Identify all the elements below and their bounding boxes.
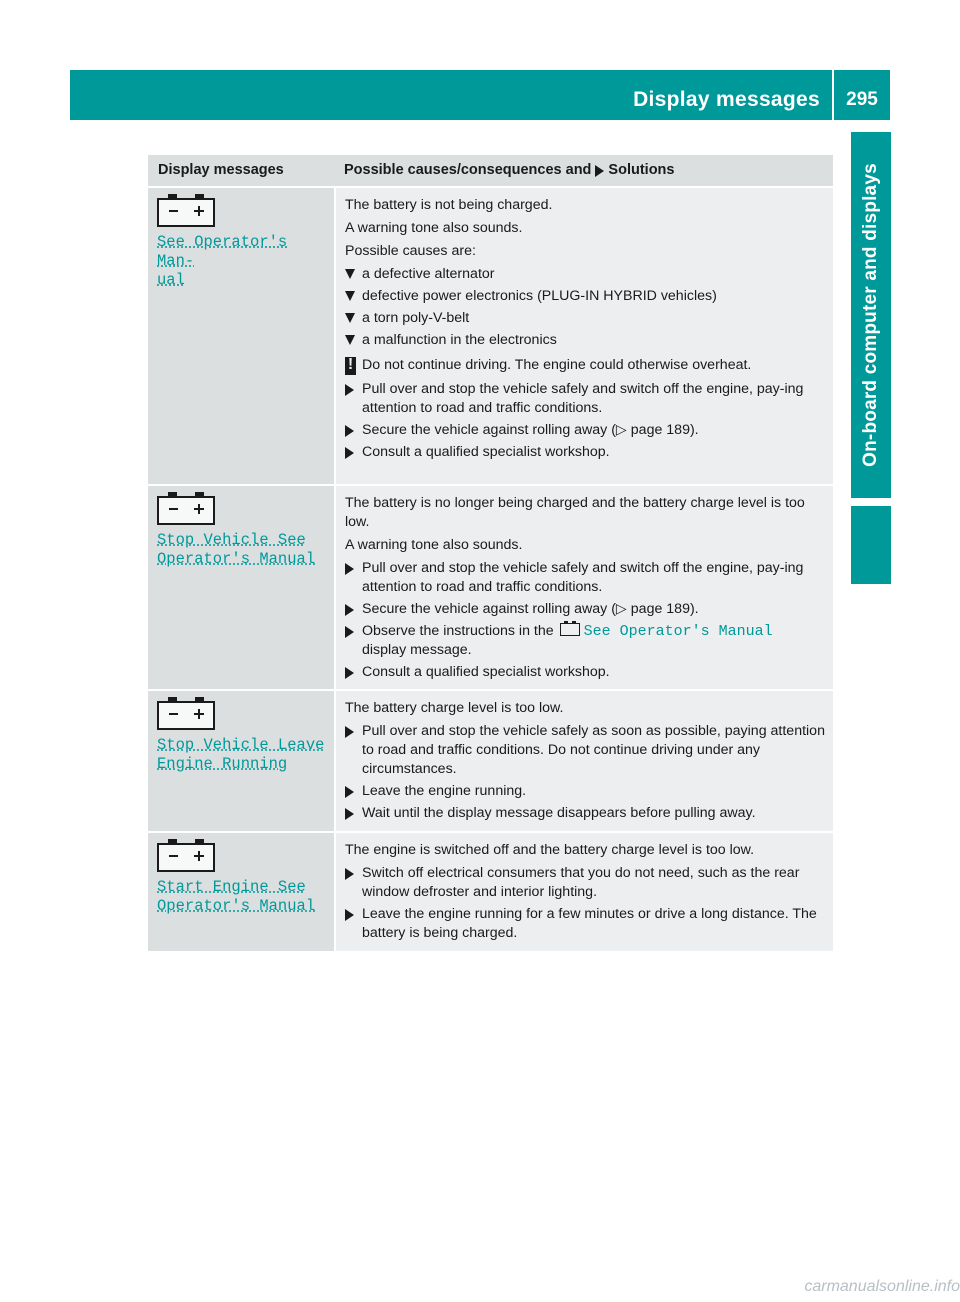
display-message: Stop Vehicle Leave Engine Running (157, 736, 325, 773)
description-text: Possible causes are: (345, 243, 476, 259)
observe-text: Observe the instructions in the (362, 623, 554, 639)
bullet-icon (345, 313, 355, 323)
step-item: Leave the engine running for a few minutes or drive a long distance. The battery is being charged. (345, 905, 827, 943)
message-cell (148, 833, 336, 951)
message-cell (148, 486, 336, 689)
chapter-tab (851, 132, 891, 498)
battery-icon (157, 198, 215, 227)
column-header-causes-solutions (334, 155, 833, 186)
chapter-marker (851, 506, 891, 584)
step-item: Switch off electrical consumers that you do not need, such as the rear window defroster and interior lighting. (345, 864, 827, 902)
table-header (148, 155, 833, 188)
step-arrow-icon (345, 604, 354, 616)
solution-cell (336, 188, 833, 484)
step-arrow-icon (345, 626, 354, 638)
list-item: a defective alternator (345, 265, 827, 284)
display-message: Start Engine See Operator's Manual (157, 878, 316, 915)
column-header-causes-text: Possible causes/consequences and (344, 162, 592, 178)
step-arrow-icon (345, 726, 354, 738)
solution-cell (336, 691, 833, 831)
step-item (345, 622, 827, 660)
battery-icon (157, 701, 215, 730)
list-item: a torn poly-V-belt (345, 309, 827, 328)
list-item: a malfunction in the electronics (345, 331, 827, 350)
step-item: Consult a qualified specialist workshop. (345, 663, 827, 682)
table-row (148, 486, 833, 691)
step-item: Secure the vehicle against rolling away (▷ page 189). (345, 421, 827, 440)
step-arrow-icon (345, 786, 354, 798)
display-message: Stop Vehicle See Operator's Manual (157, 531, 316, 568)
display-messages-table (148, 155, 833, 951)
watermark-logo: carmanualsonline.info (804, 1278, 960, 1295)
page-number: 295 (846, 89, 878, 110)
table-row (148, 833, 833, 951)
description-text: The battery charge level is too low. (345, 700, 564, 716)
table-row (148, 691, 833, 833)
header-bar (70, 70, 890, 120)
step-item: Consult a qualified specialist workshop. (345, 443, 827, 462)
step-item: Leave the engine running. (345, 782, 827, 801)
observe-suffix-text: display message. (362, 642, 472, 658)
step-item: Secure the vehicle against rolling away (▷ page 189). (345, 600, 827, 619)
description-text: The battery is no longer being charged and the battery charge level is too low. (345, 495, 805, 530)
bullet-icon (345, 291, 355, 301)
section-title: Display messages (633, 88, 820, 111)
step-arrow-icon (345, 425, 354, 437)
column-header-solutions-text: Solutions (608, 162, 675, 178)
arrow-icon (595, 165, 604, 177)
step-item: Pull over and stop the vehicle safely and switch off the engine, pay-ing attention to road and traffic conditions. (345, 380, 827, 418)
step-arrow-icon (345, 909, 354, 921)
solution-cell (336, 833, 833, 951)
battery-icon (157, 496, 215, 525)
description-text: A warning tone also sounds. (345, 220, 523, 236)
bullet-icon (345, 269, 355, 279)
step-item: Pull over and stop the vehicle safely as soon as possible, paying attention to road and traffic conditions. Do not continue driving under any circumstances. (345, 722, 827, 779)
description-text: The engine is switched off and the battery charge level is too low. (345, 842, 755, 858)
solution-cell (336, 486, 833, 689)
description-text: A warning tone also sounds. (345, 537, 523, 553)
message-cell (148, 691, 336, 831)
column-header-display-messages: Display messages (158, 162, 284, 178)
exclamation-icon: ! (345, 357, 356, 375)
bullet-icon (345, 335, 355, 345)
display-message: See Operator's Man‐ ual (157, 233, 288, 289)
battery-icon (157, 843, 215, 872)
step-arrow-icon (345, 384, 354, 396)
step-arrow-icon (345, 868, 354, 880)
description-text: The battery is not being charged. (345, 197, 553, 213)
step-arrow-icon (345, 808, 354, 820)
step-arrow-icon (345, 447, 354, 459)
step-arrow-icon (345, 667, 354, 679)
step-item: Pull over and stop the vehicle safely and switch off the engine, pay-ing attention to road and traffic conditions. (345, 559, 827, 597)
list-item: defective power electronics (PLUG-IN HYBRID vehicles) (345, 287, 827, 306)
table-row (148, 188, 833, 486)
battery-icon (560, 623, 580, 636)
step-item: Wait until the display message disappears before pulling away. (345, 804, 827, 823)
step-arrow-icon (345, 563, 354, 575)
message-cell (148, 188, 336, 484)
display-message-reference: See Operator's Manual (583, 623, 773, 640)
chapter-tab-label: On-board computer and displays (860, 163, 881, 467)
warning-note: ! Do not continue driving. The engine could otherwise overheat. (345, 356, 827, 375)
